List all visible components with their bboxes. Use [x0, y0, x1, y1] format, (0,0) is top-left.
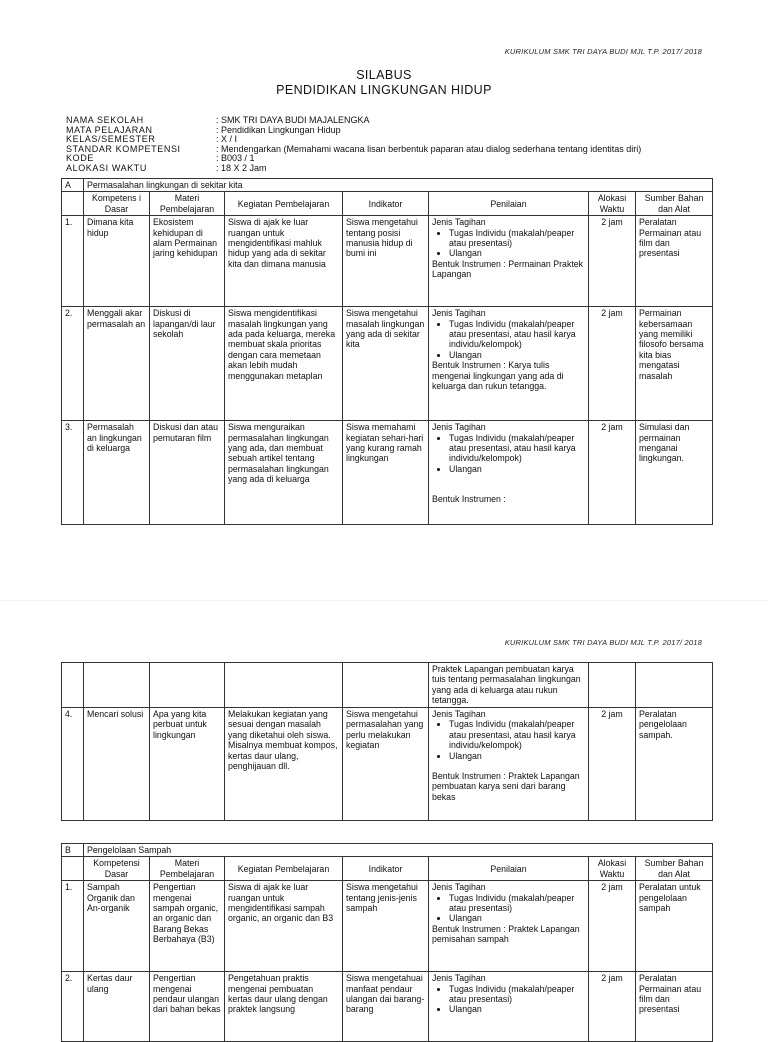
section-letter: B	[62, 844, 84, 857]
meta-value: : Pendidikan Lingkungan Hidup	[216, 124, 341, 135]
cell-penilaian-continued: Praktek Lapangan pembuatan karya tuis tentang permasalahan lingkungan yang ada di keluarga atau rukun tetangga.	[429, 663, 589, 708]
penilaian-list	[432, 319, 585, 361]
penilaian-list	[432, 719, 585, 761]
table-section-a	[61, 178, 713, 525]
header-penilaian: Penilaian	[429, 192, 589, 216]
header-indikator: Indikator	[343, 192, 429, 216]
cell-penilaian	[429, 216, 589, 307]
penilaian-heading: Jenis Tagihan	[432, 217, 486, 228]
header-materi: Materi Pembelajaran	[150, 192, 225, 216]
document-subtitle: PENDIDIKAN LINGKUNGAN HIDUP	[276, 83, 492, 97]
cell-sumber: Permainan kebersamaan yang memiliki filosofo bersama kita bias mengatasi masalah	[636, 307, 713, 421]
table-row	[62, 972, 713, 1042]
cell-sumber: Peralatan untuk pengelolaan sampah	[636, 881, 713, 972]
penilaian-instrumen: Bentuk Instrumen : Permainan Praktek Lapangan	[432, 258, 584, 280]
meta-value: : 18 X 2 Jam	[216, 162, 267, 173]
section-title: Permasalahan lingkungan di sekitar kita	[84, 179, 713, 192]
table-row	[62, 881, 713, 972]
cell-penilaian	[429, 881, 589, 972]
penilaian-heading: Jenis Tagihan	[432, 882, 486, 893]
header-note: KURIKULUM SMK TRI DAYA BUDI MJL T.P. 2017/ 2018	[504, 47, 702, 56]
column-header-row	[62, 857, 713, 881]
penilaian-list	[432, 984, 585, 1015]
cell-materi: Apa yang kita perbuat untuk lingkungan	[150, 708, 225, 821]
cell-sumber: Peralatan Permainan atau film dan presentasi	[636, 972, 713, 1042]
meta-key: STANDAR KOMPETENSI	[66, 143, 181, 154]
cell-penilaian	[429, 307, 589, 421]
cell-kompetensi: Sampah Organik dan An-organik	[84, 881, 150, 972]
list-item: • Ulangan	[449, 1004, 585, 1014]
cell-kegiatan: Siswa menguraikan permasalahan lingkungan yang ada, dan membuat sebuah artikel tentang permasalahan lingkungan yang ada di keluarga	[225, 421, 343, 525]
list-item: • Ulangan	[449, 751, 585, 761]
header-alokasi: Alokasi Waktu	[589, 857, 636, 881]
header-materi: Materi Pembelajaran	[150, 857, 225, 881]
cell-materi: Ekosistem kehidupan di alam Permainan jaring kehidupan	[150, 216, 225, 307]
cell-indikator: Siswa mengetahui masalah lingkungan yang ada di sekitar kita	[343, 307, 429, 421]
cell-penilaian	[429, 421, 589, 525]
cell-sumber: Peralatan pengelolaan sampah.	[636, 708, 713, 821]
meta-key: ALOKASI WAKTU	[66, 162, 147, 173]
cell-materi: Diskusi dan atau pemutaran film	[150, 421, 225, 525]
meta-key: KELAS/SEMESTER	[66, 134, 156, 145]
meta-key: MATA PELAJARAN	[66, 124, 153, 135]
row-number: 4.	[62, 708, 84, 821]
list-item: • Ulangan	[449, 464, 585, 474]
cell-alokasi: 2 jam	[589, 708, 636, 821]
cell-penilaian	[429, 708, 589, 821]
meta-value: : Mendengarkan (Memahami wacana lisan berbentuk paparan atau dialog sederhana tentang identitas diri)	[216, 143, 642, 154]
cell-penilaian	[429, 972, 589, 1042]
list-item: • Ulangan	[449, 913, 585, 923]
row-number: 3.	[62, 421, 84, 525]
penilaian-instrumen: Bentuk Instrumen :	[432, 494, 506, 505]
table-row	[62, 708, 713, 821]
row-number: 2.	[62, 307, 84, 421]
meta-row	[66, 145, 641, 155]
cell-materi: Diskusi di lapangan/di laur sekolah	[150, 307, 225, 421]
header-kompetensi: Kompetens i Dasar	[84, 192, 150, 216]
section-letter: A	[62, 179, 84, 192]
row-number: 1.	[62, 881, 84, 972]
continuation-row	[62, 663, 713, 708]
penilaian-heading: Jenis Tagihan	[432, 422, 486, 433]
column-header-row	[62, 192, 713, 216]
header-sumber: Sumber Bahan dan Alat	[636, 192, 713, 216]
cell-kegiatan: Siswa di ajak ke luar ruangan untuk mengidentifikasi mahluk hidup yang ada di sekitar kita dan dimana manusia	[225, 216, 343, 307]
cell-kegiatan: Siswa mengidentifikasi masalah lingkungan yang ada pada keluarga, mereka membuat skala prioritas dengan cara memetaan akan lebih mudah menggunakan metaplan	[225, 307, 343, 421]
list-item: • Tugas Individu (makalah/peaper atau presentasi, atau hasil karya individu/kelompok)	[449, 719, 585, 750]
document-title: SILABUS	[356, 68, 412, 82]
header-alokasi: Alokasi Waktu	[589, 192, 636, 216]
table-row	[62, 216, 713, 307]
cell-kegiatan: Melakukan kegiatan yang sesuai dengan masalah yang diketahui oleh siswa. Misalnya membuat kompos, kertas daur ulang, penghijauan dll.	[225, 708, 343, 821]
cell-indikator: Siswa memahami kegiatan sehari-hari yang kurang ramah lingkungan	[343, 421, 429, 525]
table-section-a-continued	[61, 662, 713, 821]
penilaian-list	[432, 893, 585, 924]
cell-alokasi: 2 jam	[589, 216, 636, 307]
cell-materi: Pengertian mengenai pendaur ulangan dari bahan bekas	[150, 972, 225, 1042]
list-item: • Tugas Individu (makalah/peaper atau presentasi)	[449, 893, 585, 914]
header-sumber: Sumber Bahan dan Alat	[636, 857, 713, 881]
cell-indikator: Siswa mengetahui permasalahan yang perlu melakukan kegiatan	[343, 708, 429, 821]
header-indikator: Indikator	[343, 857, 429, 881]
table-section-b	[61, 843, 713, 1042]
header-kegiatan: Kegiatan Pembelajaran	[225, 192, 343, 216]
header-kegiatan: Kegiatan Pembelajaran	[225, 857, 343, 881]
cell-kompetensi: Permasalah an lingkungan di keluarga	[84, 421, 150, 525]
list-item: • Ulangan	[449, 350, 585, 360]
penilaian-heading: Jenis Tagihan	[432, 308, 486, 319]
list-item: • Tugas Individu (makalah/peaper atau presentasi)	[449, 984, 585, 1005]
row-number: 2.	[62, 972, 84, 1042]
page-2	[0, 600, 768, 1025]
meta-value: : X / I	[216, 134, 238, 145]
header-kompetensi: Kompetensi Dasar	[84, 857, 150, 881]
meta-key: KODE	[66, 153, 94, 164]
cell-kompetensi: Mencari solusi	[84, 708, 150, 821]
section-header-row	[62, 844, 713, 857]
cell-alokasi: 2 jam	[589, 307, 636, 421]
row-number: 1.	[62, 216, 84, 307]
penilaian-heading: Jenis Tagihan	[432, 973, 486, 984]
cell-kegiatan: Pengetahuan praktis mengenai pembuatan kertas daur ulang dengan praktek langsung	[225, 972, 343, 1042]
cell-alokasi: 2 jam	[589, 421, 636, 525]
list-item: • Ulangan	[449, 248, 585, 258]
penilaian-instrumen: Bentuk Instrumen : Praktek Lapangan pembuatan karya seni dari barang bekas	[432, 771, 580, 802]
table-row	[62, 307, 713, 421]
cell-kegiatan: Siswa di ajak ke luar ruangan untuk mengidentifikasi sampah organic, an organic dan B3	[225, 881, 343, 972]
header-no	[62, 857, 84, 881]
list-item: • Tugas Individu (makalah/peaper atau presentasi, atau hasil karya individu/kelompok)	[449, 319, 585, 350]
meta-row	[66, 154, 641, 164]
cell-indikator: Siswa mengetahui tentang jenis-jenis sampah	[343, 881, 429, 972]
meta-row	[66, 164, 641, 174]
cell-sumber: Peralatan Permainan atau film dan presentasi	[636, 216, 713, 307]
cell-kompetensi: Menggali akar permasalah an	[84, 307, 150, 421]
header-penilaian: Penilaian	[429, 857, 589, 881]
section-header-row	[62, 179, 713, 192]
cell-indikator: Siswa mengetahuai manfaat pendaur ulangan dai barang-barang	[343, 972, 429, 1042]
cell-kompetensi: Dimana kita hidup	[84, 216, 150, 307]
header-note: KURIKULUM SMK TRI DAYA BUDI MJL T.P. 2017/ 2018	[504, 638, 702, 647]
penilaian-instrumen: Bentuk Instrumen : Karya tulis mengenai lingkungan yang ada di keluarga dan rukun tetangga.	[432, 360, 564, 392]
cell-alokasi: 2 jam	[589, 972, 636, 1042]
penilaian-heading: Jenis Tagihan	[432, 709, 486, 719]
cell-sumber: Simulasi dan permainan menganai lingkungan.	[636, 421, 713, 525]
penilaian-list	[432, 228, 585, 259]
header-no	[62, 192, 84, 216]
meta-key: NAMA SEKOLAH	[66, 115, 144, 125]
penilaian-list	[432, 433, 585, 475]
meta-value: : SMK TRI DAYA BUDI MAJALENGKA	[216, 115, 370, 125]
section-title: Pengelolaan Sampah	[84, 844, 713, 857]
meta-block	[66, 116, 641, 174]
penilaian-instrumen: Bentuk Instrumen : Praktek Lapangan pemisahan sampah	[432, 923, 580, 945]
cell-alokasi: 2 jam	[589, 881, 636, 972]
meta-value: : B003 / 1	[216, 153, 255, 164]
cell-kompetensi: Kertas daur ulang	[84, 972, 150, 1042]
cell-indikator: Siswa mengetahui tentang posisi manusia hidup di bumi ini	[343, 216, 429, 307]
table-row	[62, 421, 713, 525]
cell-materi: Pengertian mengenai sampah organic, an organic dan Barang Bekas Berbahaya (B3)	[150, 881, 225, 972]
list-item: • Tugas Individu (makalah/peaper atau presentasi, atau hasil karya individu/kelompok)	[449, 433, 585, 464]
list-item: • Tugas Individu (makalah/peaper atau presentasi)	[449, 228, 585, 249]
